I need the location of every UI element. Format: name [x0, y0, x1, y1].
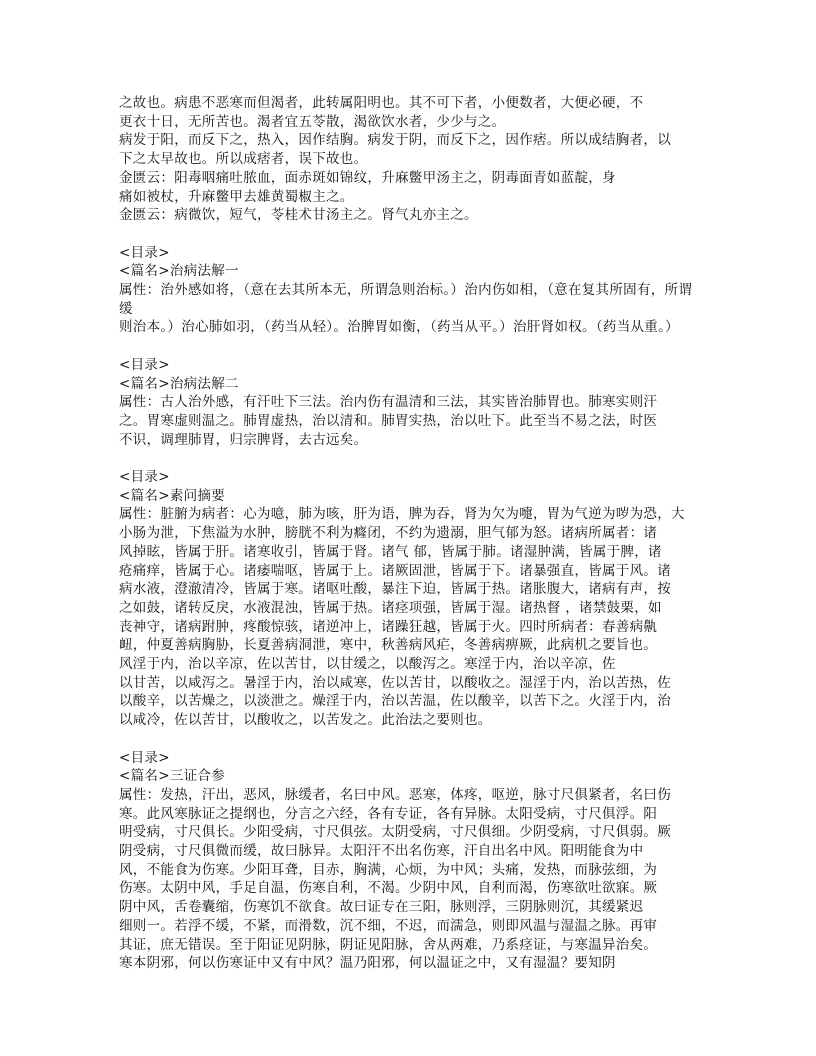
text-line: 阴中风，舌卷囊缩，伤寒饥不欲食。故曰证专在三阳，脉则浮，三阴脉则沉，其缓紧迟: [119, 899, 644, 916]
section-title: <篇名>三证合参: [119, 768, 226, 785]
section-zhibingfa-jie-yi: [119, 244, 709, 338]
text-line: 缓: [119, 300, 133, 317]
text-line: 风，不能食为伤寒。少阳耳聋，目赤，胸满，心烦，为中风；头痛，发热，而脉弦细，为: [119, 861, 658, 878]
text-line: 之故也。病患不恶寒而但渴者，此转属阳明也。其不可下者，小便数者，大便必硬，不: [119, 95, 644, 111]
toc-marker: <目录>: [119, 356, 170, 373]
text-line: 更衣十日，无所苦也。渴者宜五苓散，渴欲饮水者，少少与之。: [119, 113, 506, 130]
blank-line: [119, 730, 709, 749]
text-line: 之。胃寒虚则温之。肺胃虚热，治以清和。肺胃实热，治以吐下。此至当不易之法，时医: [119, 412, 658, 429]
text-line: 衄，仲夏善病胸胁，长夏善病洞泄，寒中，秋善病风疟，冬善病痹厥，此病机之要旨也。: [119, 637, 658, 654]
text-line: 以咸冷，佐以苦甘，以酸收之，以苦发之。此治法之要则也。: [119, 712, 492, 729]
text-line: 金匮云：阳毒咽痛吐脓血，面赤斑如锦纹，升麻鳖甲汤主之，阴毒面青如蓝靛，身: [119, 169, 616, 186]
section-suwen-zhaiyao: [119, 468, 709, 730]
document-page: [119, 94, 709, 973]
text-line: 明受病，寸尺俱长。少阳受病，寸尺俱弦。太阴受病，寸尺俱细。少阴受病，寸尺俱弱。厥: [119, 824, 671, 841]
blank-line: [119, 225, 709, 244]
text-line: 细则一。若浮不缓，不紧，而滑数，沉不细，不迟，而濡急，则即风温与湿温之脉。再审: [119, 917, 658, 934]
text-line: 以酸辛，以苦燥之，以淡泄之。燥淫于内，治以苦温，佐以酸辛，以苦下之。火淫于内，治: [119, 693, 671, 710]
text-line: 痛如被杖，升麻鳖甲去雄黄蜀椒主之。: [119, 188, 354, 205]
text-line: 金匮云：病微饮，短气，苓桂术甘汤主之。肾气丸亦主之。: [119, 207, 478, 224]
text-line: 属性：古人治外感，有汗吐下三法。治内伤有温清和三法，其实皆治肺胃也。肺寒实则汗: [119, 394, 658, 411]
text-line: 则治本。）治心肺如羽，（药当从轻）。治脾胃如衡，（药当从平。）治肝肾如权。（药当从重。）: [119, 319, 679, 336]
toc-marker: <目录>: [119, 244, 170, 261]
section-title: <篇名>治病法解一: [119, 263, 239, 280]
toc-marker: <目录>: [119, 469, 170, 486]
text-line: 以甘苦，以咸泻之。暑淫于内，治以咸寒，佐以苦甘，以酸收之。湿淫于内，治以苦热，佐: [119, 674, 671, 691]
text-line: 之如鼓，诸转反戾，水液混浊，皆属于热。诸痉项强，皆属于湿。诸热督 ，诸禁鼓栗，如: [119, 599, 662, 616]
text-line: 寒。此风寒脉证之提纲也，分言之六经，各有专证，各有异脉。太阳受病，寸尺俱浮。阳: [119, 805, 658, 822]
text-line: 病水液，澄澈清冷，皆属于寒。诸呕吐酸，暴注下迫，皆属于热。诸胀腹大，诸病有声，按: [119, 581, 671, 598]
text-line: 风淫于内，治以辛凉，佐以苦甘，以甘缓之，以酸泻之。寒淫于内，治以辛凉，佐: [119, 656, 616, 673]
section-zhibingfa-jie-er: [119, 356, 709, 450]
text-line: 丧神守，诸病跗肿，疼酸惊骇，诸逆冲上，诸躁狂越，皆属于火。四时所病者：春善病鼽: [119, 618, 658, 635]
section-title: <篇名>治病法解二: [119, 375, 239, 392]
text-line: 其证，庶无错误。至于阳证见阴脉，阴证见阳脉，舍从两难，乃系痉证，与寒温异治矣。: [119, 936, 658, 953]
section-sanzheng-hecan: [119, 749, 709, 973]
text-line: 伤寒。太阴中风，手足自温，伤寒自利，不渴。少阴中风，自利而渴，伤寒欲吐欲寐。厥: [119, 880, 658, 897]
text-line: 属性：脏腑为病者：心为噫，肺为咳，肝为语，脾为吞，肾为欠为嚏，胃为气逆为哕为恐，大: [119, 506, 685, 523]
text-line: 疮痛痒，皆属于心。诸痿喘呕，皆属于上。诸厥固泄，皆属于下。诸暴强直，皆属于风。诸: [119, 562, 671, 579]
text-line: 下之太早故也。所以成痞者，误下故也。: [119, 151, 368, 168]
text-line: 阴受病，寸尺俱微而缓，故曰脉异。太阳汗不出名伤寒，汗自出名中风。阳明能食为中: [119, 843, 644, 860]
section-title: <篇名>素问摘要: [119, 487, 226, 504]
text-block-1: [119, 94, 709, 225]
text-line: 病发于阳，而反下之，热入，因作结胸。病发于阴，而反下之，因作痞。所以成结胸者，以: [119, 132, 671, 149]
blank-line: [119, 337, 709, 356]
blank-line: [119, 449, 709, 468]
text-line: 属性：治外感如将，（意在去其所本无，所谓急则治标。）治内伤如相，（意在复其所固有，所谓: [119, 282, 693, 299]
text-line: 小肠为泄，下焦溢为水肿，膀胱不利为癃闭，不约为遗溺，胆气郁为怒。诸病所属者：诸: [119, 525, 658, 542]
text-line: 不识，调理肺胃，归宗脾肾，去古远矣。: [119, 431, 368, 448]
text-line: 风掉眩，皆属于肝。诸寒收引，皆属于肾。诸气 郁，皆属于肺。诸湿肿满，皆属于脾，诸: [119, 543, 662, 560]
toc-marker: <目录>: [119, 749, 170, 766]
text-line: 寒本阴邪，何以伤寒证中又有中风？温乃阳邪，何以温证之中，又有湿温？要知阴: [119, 955, 616, 972]
text-line: 属性：发热，汗出，恶风，脉缓者，名曰中风。恶寒，体疼，呕逆，脉寸尺俱紧者，名曰伤: [119, 786, 671, 803]
